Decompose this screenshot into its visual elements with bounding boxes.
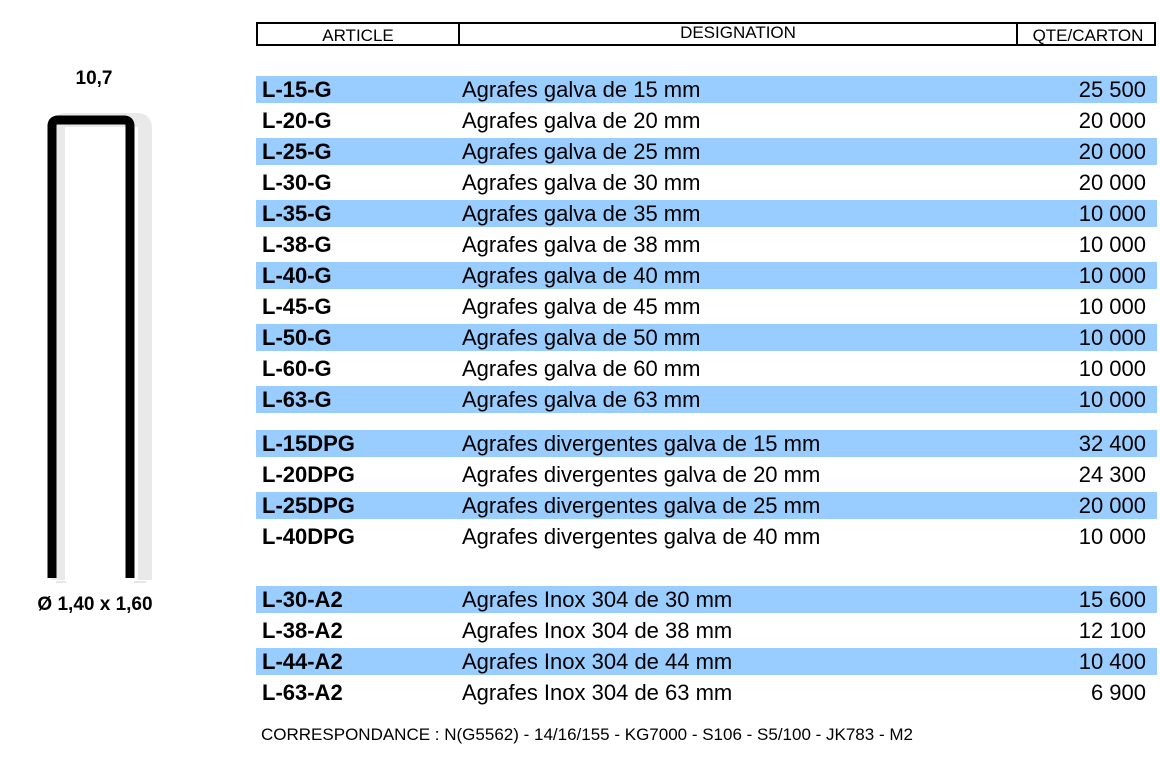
designation-text: Agrafes galva de 25 mm <box>462 138 701 164</box>
qty-per-carton: 15 600 <box>1078 586 1146 612</box>
qty-per-carton: 20 000 <box>1078 107 1146 133</box>
qty-per-carton: 10 000 <box>1078 324 1146 350</box>
article-code: L-40-G <box>262 262 332 288</box>
designation-text: Agrafes galva de 45 mm <box>462 293 701 319</box>
article-code: L-45-G <box>262 293 332 319</box>
qty-per-carton: 20 000 <box>1078 138 1146 164</box>
header-article: ARTICLE <box>258 24 460 44</box>
article-code: L-30-G <box>262 169 332 195</box>
table-row <box>256 648 1157 675</box>
table-row <box>256 169 1157 196</box>
qty-per-carton: 12 100 <box>1078 617 1146 643</box>
article-code: L-20-G <box>262 107 332 133</box>
table-row <box>256 461 1157 488</box>
table-row <box>256 262 1157 289</box>
designation-text: Agrafes galva de 63 mm <box>462 386 701 412</box>
staple-width-label: 10,7 <box>75 68 113 89</box>
table-row <box>256 617 1157 644</box>
table-row <box>256 231 1157 258</box>
qty-per-carton: 20 000 <box>1078 169 1146 195</box>
designation-text: Agrafes divergentes galva de 20 mm <box>462 461 821 487</box>
table-row <box>256 324 1157 351</box>
article-code: L-15DPG <box>262 430 355 456</box>
qty-per-carton: 32 400 <box>1078 430 1146 456</box>
qty-per-carton: 6 900 <box>1090 679 1146 705</box>
table-row <box>256 138 1157 165</box>
article-code: L-25DPG <box>262 492 355 518</box>
designation-text: Agrafes galva de 40 mm <box>462 262 701 288</box>
correspondance-note: CORRESPONDANCE : N(G5562) - 14/16/155 - KG7000 - S106 - S5/100 - JK783 - M2 <box>261 725 913 744</box>
table-row <box>256 76 1157 103</box>
table-row <box>256 200 1157 227</box>
qty-per-carton: 10 000 <box>1078 355 1146 381</box>
designation-text: Agrafes divergentes galva de 15 mm <box>462 430 821 456</box>
article-code: L-15-G <box>262 76 332 102</box>
designation-text: Agrafes Inox 304 de 63 mm <box>462 679 733 705</box>
article-code: L-38-G <box>262 231 332 257</box>
qty-per-carton: 10 400 <box>1078 648 1146 674</box>
designation-text: Agrafes divergentes galva de 25 mm <box>462 492 821 518</box>
article-code: L-44-A2 <box>262 648 343 674</box>
staple-drawing <box>0 0 200 600</box>
designation-text: Agrafes galva de 35 mm <box>462 200 701 226</box>
table-row <box>256 430 1157 457</box>
article-code: L-63-A2 <box>262 679 343 705</box>
designation-text: Agrafes galva de 50 mm <box>462 324 701 350</box>
article-code: L-20DPG <box>262 461 355 487</box>
qty-per-carton: 10 000 <box>1078 200 1146 226</box>
table-row <box>256 386 1157 413</box>
article-code: L-38-A2 <box>262 617 343 643</box>
table-row <box>256 355 1157 382</box>
table-row <box>256 523 1157 550</box>
qty-per-carton: 10 000 <box>1078 523 1146 549</box>
table-row <box>256 492 1157 519</box>
qty-per-carton: 20 000 <box>1078 492 1146 518</box>
qty-per-carton: 25 500 <box>1078 76 1146 102</box>
table-header <box>256 22 1156 46</box>
article-code: L-25-G <box>262 138 332 164</box>
designation-text: Agrafes Inox 304 de 44 mm <box>462 648 733 674</box>
article-code: L-50-G <box>262 324 332 350</box>
qty-per-carton: 10 000 <box>1078 386 1146 412</box>
qty-per-carton: 10 000 <box>1078 293 1146 319</box>
qty-per-carton: 24 300 <box>1078 461 1146 487</box>
article-code: L-40DPG <box>262 523 355 549</box>
header-designation: DESIGNATION <box>460 24 1018 44</box>
designation-text: Agrafes divergentes galva de 40 mm <box>462 523 821 549</box>
header-qty-carton: QTE/CARTON <box>1032 26 1144 45</box>
designation-text: Agrafes Inox 304 de 38 mm <box>462 617 733 643</box>
table-row <box>256 679 1157 706</box>
table-row <box>256 107 1157 134</box>
designation-text: Agrafes galva de 38 mm <box>462 231 701 257</box>
article-code: L-63-G <box>262 386 332 412</box>
staple-illustration-panel <box>0 0 200 769</box>
staple-wire-section-label: Ø 1,40 x 1,60 <box>37 594 153 615</box>
article-code: L-35-G <box>262 200 332 226</box>
qty-per-carton: 10 000 <box>1078 231 1146 257</box>
designation-text: Agrafes galva de 30 mm <box>462 169 701 195</box>
article-code: L-30-A2 <box>262 586 343 612</box>
table-row <box>256 293 1157 320</box>
designation-text: Agrafes galva de 20 mm <box>462 107 701 133</box>
article-code: L-60-G <box>262 355 332 381</box>
qty-per-carton: 10 000 <box>1078 262 1146 288</box>
table-row <box>256 586 1157 613</box>
designation-text: Agrafes galva de 15 mm <box>462 76 701 102</box>
designation-text: Agrafes Inox 304 de 30 mm <box>462 586 733 612</box>
designation-text: Agrafes galva de 60 mm <box>462 355 701 381</box>
